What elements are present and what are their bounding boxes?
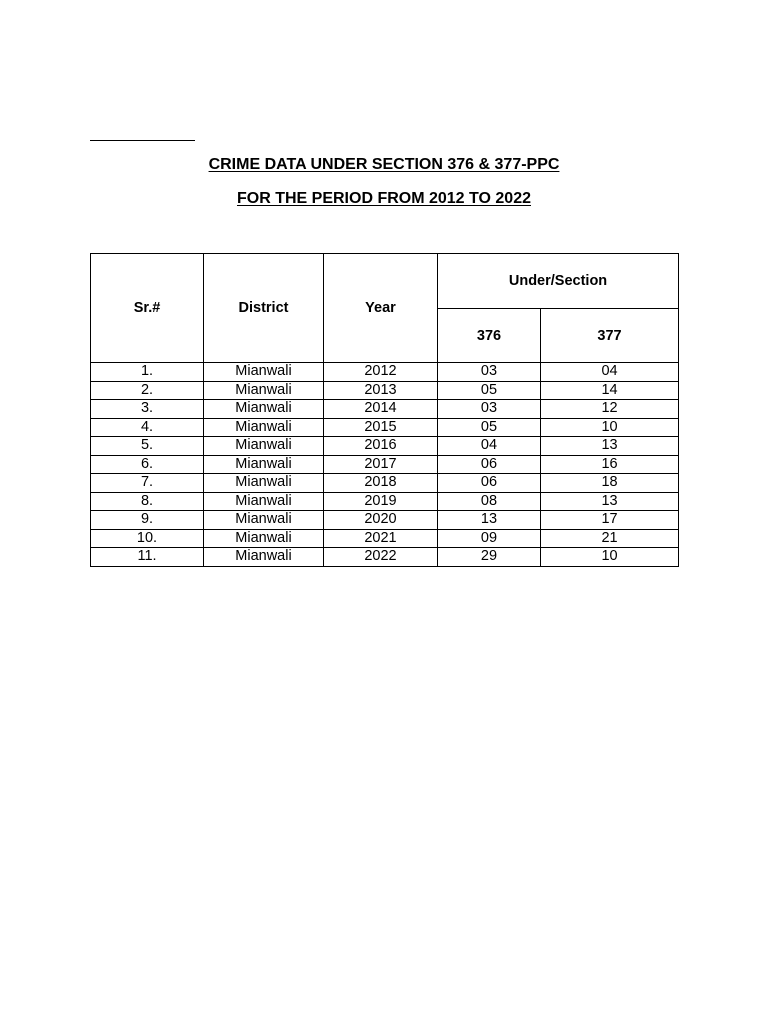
cell-district: Mianwali (204, 511, 324, 530)
table-row (91, 363, 679, 382)
cell-376: 03 (438, 400, 541, 419)
cell-377: 18 (541, 474, 679, 493)
cell-year: 2018 (324, 474, 438, 493)
header-year: Year (324, 254, 438, 363)
cell-377: 13 (541, 437, 679, 456)
cell-district: Mianwali (204, 363, 324, 382)
cell-year: 2015 (324, 418, 438, 437)
cell-376: 13 (438, 511, 541, 530)
table-row (91, 474, 679, 493)
cell-376: 08 (438, 492, 541, 511)
cell-district: Mianwali (204, 529, 324, 548)
cell-sr: 4. (91, 418, 204, 437)
cell-377: 21 (541, 529, 679, 548)
cell-district: Mianwali (204, 400, 324, 419)
table-row (91, 418, 679, 437)
header-section-376: 376 (438, 309, 541, 363)
cell-377: 14 (541, 381, 679, 400)
cell-year: 2014 (324, 400, 438, 419)
cell-sr: 5. (91, 437, 204, 456)
cell-year: 2012 (324, 363, 438, 382)
cell-376: 05 (438, 418, 541, 437)
cell-377: 13 (541, 492, 679, 511)
header-district: District (204, 254, 324, 363)
cell-376: 05 (438, 381, 541, 400)
cell-sr: 2. (91, 381, 204, 400)
cell-district: Mianwali (204, 492, 324, 511)
header-under-section: Under/Section (438, 254, 679, 309)
table-row (91, 492, 679, 511)
cell-sr: 7. (91, 474, 204, 493)
cell-376: 06 (438, 474, 541, 493)
cell-sr: 6. (91, 455, 204, 474)
cell-district: Mianwali (204, 418, 324, 437)
cell-year: 2022 (324, 548, 438, 567)
cell-sr: 1. (91, 363, 204, 382)
crime-data-table (90, 253, 679, 567)
table-row (91, 381, 679, 400)
cell-376: 09 (438, 529, 541, 548)
table-row (91, 455, 679, 474)
cell-district: Mianwali (204, 381, 324, 400)
cell-377: 12 (541, 400, 679, 419)
cell-district: Mianwali (204, 455, 324, 474)
cell-year: 2016 (324, 437, 438, 456)
cell-377: 04 (541, 363, 679, 382)
cell-year: 2020 (324, 511, 438, 530)
header-section-377: 377 (541, 309, 679, 363)
table-row (91, 511, 679, 530)
cell-376: 06 (438, 455, 541, 474)
cell-year: 2013 (324, 381, 438, 400)
cell-376: 04 (438, 437, 541, 456)
table-row (91, 437, 679, 456)
table-row (91, 400, 679, 419)
table-row (91, 529, 679, 548)
header-sr: Sr.# (91, 254, 204, 363)
top-rule-line (90, 140, 195, 141)
cell-year: 2019 (324, 492, 438, 511)
document-subtitle: FOR THE PERIOD FROM 2012 TO 2022 (236, 190, 531, 207)
cell-sr: 10. (91, 529, 204, 548)
cell-377: 16 (541, 455, 679, 474)
cell-district: Mianwali (204, 474, 324, 493)
cell-sr: 9. (91, 511, 204, 530)
cell-year: 2017 (324, 455, 438, 474)
cell-sr: 3. (91, 400, 204, 419)
cell-376: 29 (438, 548, 541, 567)
cell-377: 17 (541, 511, 679, 530)
cell-376: 03 (438, 363, 541, 382)
cell-377: 10 (541, 418, 679, 437)
cell-sr: 8. (91, 492, 204, 511)
cell-377: 10 (541, 548, 679, 567)
table-row (91, 548, 679, 567)
cell-sr: 11. (91, 548, 204, 567)
cell-district: Mianwali (204, 548, 324, 567)
document-title: CRIME DATA UNDER SECTION 376 & 377-PPC (208, 156, 560, 173)
cell-year: 2021 (324, 529, 438, 548)
cell-district: Mianwali (204, 437, 324, 456)
